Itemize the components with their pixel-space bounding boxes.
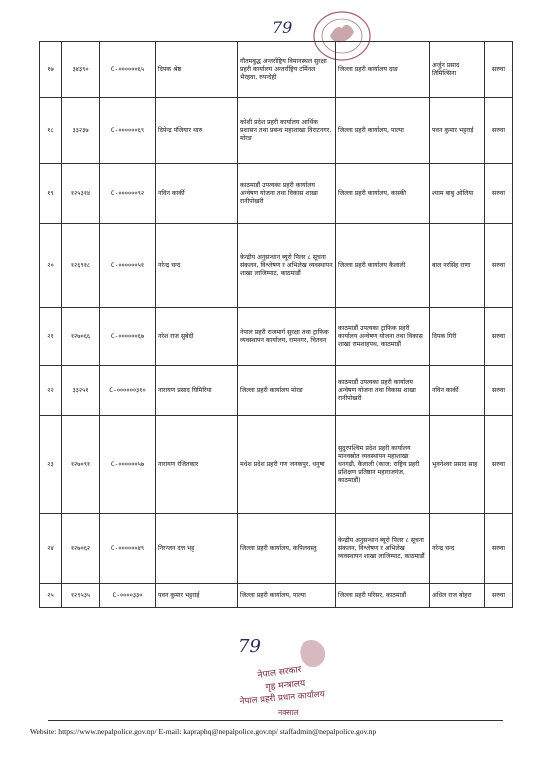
table-row <box>40 164 513 224</box>
row-serial-number: २३ <box>40 416 62 514</box>
row-to-office: काठमाडौं उपत्यका प्रहरी कार्यालय अन्वेषण योजना तथा विकास शाखा रानीपोखरी <box>336 366 430 416</box>
row-to-office: जिल्ला प्रहरी कार्यालय, कास्की <box>336 164 430 224</box>
row-name: नारायण रंजितकार <box>156 416 238 514</box>
seal-line3: नेपाल प्रहरी प्रधान कार्यालय <box>239 689 326 707</box>
row-replaced-by: भुवनेश्वर प्रसाद साह <box>430 416 485 514</box>
row-replaced-by: पवन कुमार भट्टराई <box>430 98 485 164</box>
row-employee-id: ३३२३७ <box>62 98 100 164</box>
row-employee-id: १२७०९१ <box>62 416 100 514</box>
row-name: नारायण प्रसाद घिमिरिया <box>156 366 238 416</box>
bottom-seal <box>232 632 352 718</box>
row-code: C-००००००६५ <box>100 42 156 98</box>
table-row <box>40 224 513 308</box>
row-code: C-००००००९२ <box>100 164 156 224</box>
table-row <box>40 42 513 98</box>
row-replaced-by: अर्जुन प्रसाद तिमिल्सिना <box>430 42 485 98</box>
table-row <box>40 584 513 608</box>
row-employee-id: १२५३१४ <box>62 164 100 224</box>
row-decision: सरुवा <box>485 224 513 308</box>
top-signature: 79 <box>272 18 293 37</box>
row-to-office: सुदूरपश्चिम प्रदेश प्रहरी कार्यालय मानवस्रोत व्यवस्थापन महाशाखा धनगढी, कैलाली (काज: राष्ट्रिय प्रहरी प्रशिक्षण प्रतिष्ठान महाराजगंज, काठमाडौं) <box>336 416 430 514</box>
row-from-office: कोशी प्रदेश प्रहरी कार्यालय आर्थिक प्रशासन तथा प्रबन्ध महाशाखा विराटनगर, मोरङ <box>238 98 336 164</box>
row-employee-id: ३३२५१ <box>62 366 100 416</box>
row-to-office: जिल्ला प्रहरी कार्यालय दाङ <box>336 42 430 98</box>
row-code: C-००००३३० <box>100 584 156 608</box>
row-name: निरन्जन दत्त भट्ट <box>156 514 238 584</box>
row-replaced-by: अधिल राज बोहरा <box>430 584 485 608</box>
row-replaced-by: नरेन्द्र चन्द <box>430 514 485 584</box>
row-name: नरेन्द्र चन्द <box>156 224 238 308</box>
row-from-office: नेपाल प्रहरी राजमार्ग सुरक्षा तथा ट्राफिक व्यवस्थापन कार्यालय, रामनगर, चितवन <box>238 308 336 366</box>
seal-line4: नक्साल <box>278 708 299 717</box>
row-to-office: केन्द्रीय अनुसन्धान ब्यूरो पिलर ८ सूचना संकलन, विश्लेषण र अभिलेख व्यवस्थापन शाखा लाजिम्पाट, काठमाडौं <box>336 514 430 584</box>
row-from-office: मधेश प्रदेश प्रहरी गण जनकपुर, धनुषा <box>238 416 336 514</box>
row-from-office: जिल्ला प्रहरी कार्यालय, कपिलवस्तु <box>238 514 336 584</box>
table-row <box>40 514 513 584</box>
row-from-office: काठमाडौं उपत्यका प्रहरी कार्यालय अन्वेषण योजना तथा विकास शाखा रानीपोखरी <box>238 164 336 224</box>
row-name: पवन कुमार भट्टराई <box>156 584 238 608</box>
row-employee-id: १२७०६६ <box>62 308 100 366</box>
row-serial-number: २० <box>40 224 62 308</box>
row-replaced-by: श्याम बाबु ओलिया <box>430 164 485 224</box>
row-decision: सरुवा <box>485 42 513 98</box>
row-serial-number: १८ <box>40 98 62 164</box>
row-decision: सरुवा <box>485 416 513 514</box>
row-decision: सरुवा <box>485 584 513 608</box>
row-employee-id: १२९५३५ <box>62 584 100 608</box>
row-code: C-००००००३१० <box>100 366 156 416</box>
row-code: C-००००००६७ <box>100 308 156 366</box>
table-row <box>40 366 513 416</box>
row-code: C-००००००५७ <box>100 416 156 514</box>
row-name: नरेश राज सुबेदी <box>156 308 238 366</box>
bottom-signature: 79 <box>238 636 261 657</box>
row-to-office: जिल्ला प्रहरी कार्यालय कैलाली <box>336 224 430 308</box>
row-serial-number: १९ <box>40 164 62 224</box>
table-row <box>40 98 513 164</box>
row-to-office: जिल्ला प्रहरी कार्यालय, पाल्पा <box>336 98 430 164</box>
row-decision: सरुवा <box>485 164 513 224</box>
row-serial-number: १७ <box>40 42 62 98</box>
row-serial-number: २४ <box>40 514 62 584</box>
row-decision: सरुवा <box>485 98 513 164</box>
row-decision: सरुवा <box>485 366 513 416</box>
row-code: C-००००००५१ <box>100 224 156 308</box>
footer-rule <box>48 720 503 721</box>
row-replaced-by: नविन कार्की <box>430 366 485 416</box>
row-to-office: जिल्ला प्रहरी परिसर, काठमाडौं <box>336 584 430 608</box>
row-code: C-००००००४९ <box>100 514 156 584</box>
footer-contact: Website: https://www.nepalpolice.gov.np/ E-mail: kapraphq@nepalpolice.gov.np/ staffadmin@nepalpolice.gov.np <box>30 727 377 736</box>
seal-line2: गृह मन्त्रालय <box>265 678 306 693</box>
row-replaced-by: दिपक गिरी <box>430 308 485 366</box>
table-row <box>40 308 513 366</box>
row-serial-number: २१ <box>40 308 62 366</box>
row-from-office: गौतमबुद्ध अन्तर्राष्ट्रिय विमानस्थल सुरक्षा प्रहरी कार्यालय अन्तर्राष्ट्रिय टर्मिनल भैरहवा, रुपन्देही <box>238 42 336 98</box>
row-employee-id: ३४३९० <box>62 42 100 98</box>
row-name: नविन कार्की <box>156 164 238 224</box>
row-decision: सरुवा <box>485 514 513 584</box>
row-name: दिपक श्रेष्ठ <box>156 42 238 98</box>
row-employee-id: १२६९१८ <box>62 224 100 308</box>
row-decision: सरुवा <box>485 308 513 366</box>
row-from-office: जिल्ला प्रहरी कार्यालय, पाल्पा <box>238 584 336 608</box>
row-name: दिपेन्द्र पंजियार थारु <box>156 98 238 164</box>
row-code: C-००००००६९ <box>100 98 156 164</box>
seal-line1: नेपाल सरकार <box>257 664 303 681</box>
row-replaced-by: बाल नरसिंह राणा <box>430 224 485 308</box>
row-employee-id: १२७०६२ <box>62 514 100 584</box>
row-to-office: काठमाडौं उपत्यका ट्राफिक प्रहरी कार्यालय अन्वेषण योजना तथा विकास शाखा रामशाहपथ, काठमाडौं <box>336 308 430 366</box>
transfer-table <box>39 41 513 608</box>
table-row <box>40 416 513 514</box>
row-from-office: जिल्ला प्रहरी कार्यालय मोरङ <box>238 366 336 416</box>
row-from-office: केन्द्रीय अनुसन्धान ब्यूरो पिलर ८ सूचना संकलन, विश्लेषण र अभिलेख व्यवस्थापन शाखा लाजिम्पाट, काठमाडौं <box>238 224 336 308</box>
row-serial-number: २५ <box>40 584 62 608</box>
row-serial-number: २२ <box>40 366 62 416</box>
